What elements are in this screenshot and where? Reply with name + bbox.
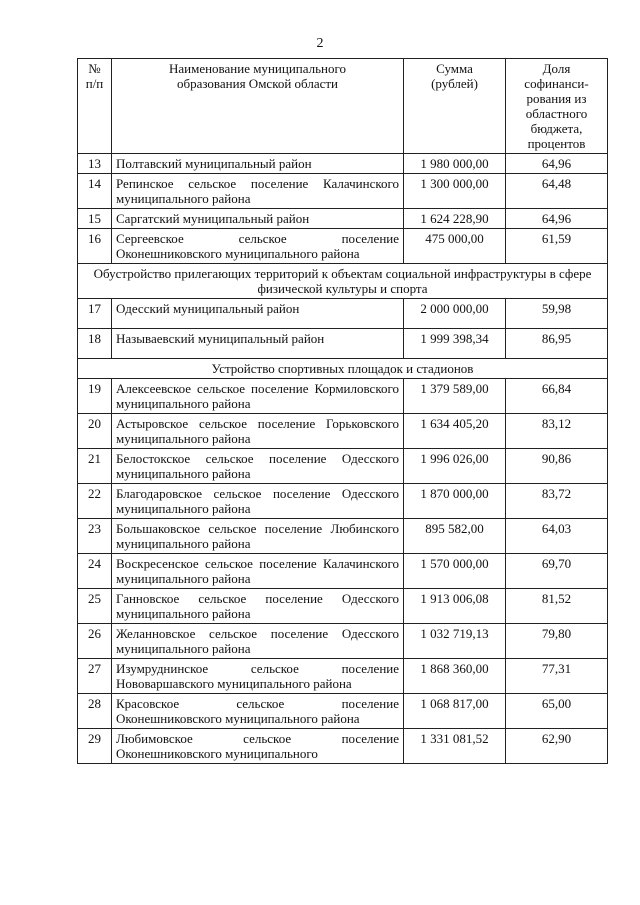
municipality-name: Белостокское сельское поселение Одесского муниципального района <box>112 449 404 484</box>
municipality-name: Называевский муниципальный район <box>112 329 404 359</box>
row-number: 19 <box>78 379 112 414</box>
municipality-name: Одесский муниципальный район <box>112 299 404 329</box>
amount: 2 000 000,00 <box>404 299 506 329</box>
section-row <box>78 359 608 379</box>
row-number: 20 <box>78 414 112 449</box>
row-number: 26 <box>78 624 112 659</box>
row-number: 25 <box>78 589 112 624</box>
row-number: 17 <box>78 299 112 329</box>
cofinancing-share: 83,72 <box>506 484 608 519</box>
cofinancing-share: 64,48 <box>506 174 608 209</box>
table-row <box>78 299 608 329</box>
section-row <box>78 264 608 299</box>
cofinancing-share: 61,59 <box>506 229 608 264</box>
cofinancing-share: 62,90 <box>506 729 608 764</box>
municipality-name: Алексеевское сельское поселение Кормиловского муниципального района <box>112 379 404 414</box>
row-number: 21 <box>78 449 112 484</box>
cofinancing-share: 69,70 <box>506 554 608 589</box>
amount: 1 996 026,00 <box>404 449 506 484</box>
amount: 1 032 719,13 <box>404 624 506 659</box>
table-row <box>78 694 608 729</box>
table-row <box>78 329 608 359</box>
row-number: 22 <box>78 484 112 519</box>
table-row <box>78 414 608 449</box>
section-b <box>78 264 608 299</box>
amount: 1 570 000,00 <box>404 554 506 589</box>
amount: 1 868 360,00 <box>404 659 506 694</box>
table-row <box>78 624 608 659</box>
amount: 1 624 228,90 <box>404 209 506 229</box>
amount: 1 634 405,20 <box>404 414 506 449</box>
row-number: 18 <box>78 329 112 359</box>
amount: 895 582,00 <box>404 519 506 554</box>
municipality-name: Любимовское сельское поселение Оконешниковского муниципального <box>112 729 404 764</box>
cofinancing-share: 81,52 <box>506 589 608 624</box>
municipality-name: Благодаровское сельское поселение Одесского муниципального района <box>112 484 404 519</box>
municipality-name: Большаковское сельское поселение Любинского муниципального района <box>112 519 404 554</box>
cofinancing-share: 66,84 <box>506 379 608 414</box>
cofinancing-share: 64,96 <box>506 209 608 229</box>
table-row <box>78 729 608 764</box>
table-body-b <box>78 299 608 359</box>
municipality-name: Саргатский муниципальный район <box>112 209 404 229</box>
table-row <box>78 484 608 519</box>
municipality-name: Сергеевское сельское поселение Оконешниковского муниципального района <box>112 229 404 264</box>
cofinancing-share: 83,12 <box>506 414 608 449</box>
row-number: 15 <box>78 209 112 229</box>
municipality-name: Ганновское сельское поселение Одесского муниципального района <box>112 589 404 624</box>
header-num: № п/п <box>78 59 112 154</box>
row-number: 16 <box>78 229 112 264</box>
municipality-name: Изумруднинское сельское поселение Нововаршавского муниципального района <box>112 659 404 694</box>
row-number: 23 <box>78 519 112 554</box>
amount: 1 999 398,34 <box>404 329 506 359</box>
cofinancing-share: 77,31 <box>506 659 608 694</box>
amount: 1 379 589,00 <box>404 379 506 414</box>
row-number: 29 <box>78 729 112 764</box>
amount: 1 068 817,00 <box>404 694 506 729</box>
row-number: 13 <box>78 154 112 174</box>
table-body-a <box>78 154 608 264</box>
amount: 1 870 000,00 <box>404 484 506 519</box>
table-row <box>78 519 608 554</box>
cofinancing-share: 64,96 <box>506 154 608 174</box>
table-row <box>78 379 608 414</box>
cofinancing-share: 86,95 <box>506 329 608 359</box>
header-share: Доля софинанси-рования из областного бюджета, процентов <box>506 59 608 154</box>
municipality-name: Репинское сельское поселение Калачинского муниципального района <box>112 174 404 209</box>
municipality-name: Красовское сельское поселение Оконешниковского муниципального района <box>112 694 404 729</box>
amount: 475 000,00 <box>404 229 506 264</box>
row-number: 27 <box>78 659 112 694</box>
amount: 1 331 081,52 <box>404 729 506 764</box>
cofinancing-share: 59,98 <box>506 299 608 329</box>
municipality-name: Полтавский муниципальный район <box>112 154 404 174</box>
section-heading-c: Устройство спортивных площадок и стадионов <box>78 359 608 379</box>
amount: 1 300 000,00 <box>404 174 506 209</box>
page-number: 2 <box>316 36 324 51</box>
municipality-name: Воскресенское сельское поселение Калачинского муниципального района <box>112 554 404 589</box>
cofinancing-share: 65,00 <box>506 694 608 729</box>
row-number: 24 <box>78 554 112 589</box>
section-c <box>78 359 608 379</box>
table-row <box>78 174 608 209</box>
cofinancing-share: 79,80 <box>506 624 608 659</box>
subsidy-table <box>77 58 608 764</box>
municipality-name: Желанновское сельское поселение Одесского муниципального района <box>112 624 404 659</box>
table-body-c <box>78 379 608 764</box>
cofinancing-share: 90,86 <box>506 449 608 484</box>
cofinancing-share: 64,03 <box>506 519 608 554</box>
row-number: 14 <box>78 174 112 209</box>
section-heading-b: Обустройство прилегающих территорий к объектам социальной инфраструктуры в сфере физической культуры и спорта <box>78 264 608 299</box>
table-header-row <box>78 59 608 154</box>
municipality-name: Астыровское сельское поселение Горьковского муниципального района <box>112 414 404 449</box>
row-number: 28 <box>78 694 112 729</box>
table-row <box>78 209 608 229</box>
table-row <box>78 449 608 484</box>
table-row <box>78 554 608 589</box>
header-sum: Сумма (рублей) <box>404 59 506 154</box>
table-row <box>78 659 608 694</box>
table-row <box>78 589 608 624</box>
header-name: Наименование муниципального образования Омской области <box>112 59 404 154</box>
amount: 1 913 006,08 <box>404 589 506 624</box>
table-row <box>78 229 608 264</box>
table-row <box>78 154 608 174</box>
amount: 1 980 000,00 <box>404 154 506 174</box>
